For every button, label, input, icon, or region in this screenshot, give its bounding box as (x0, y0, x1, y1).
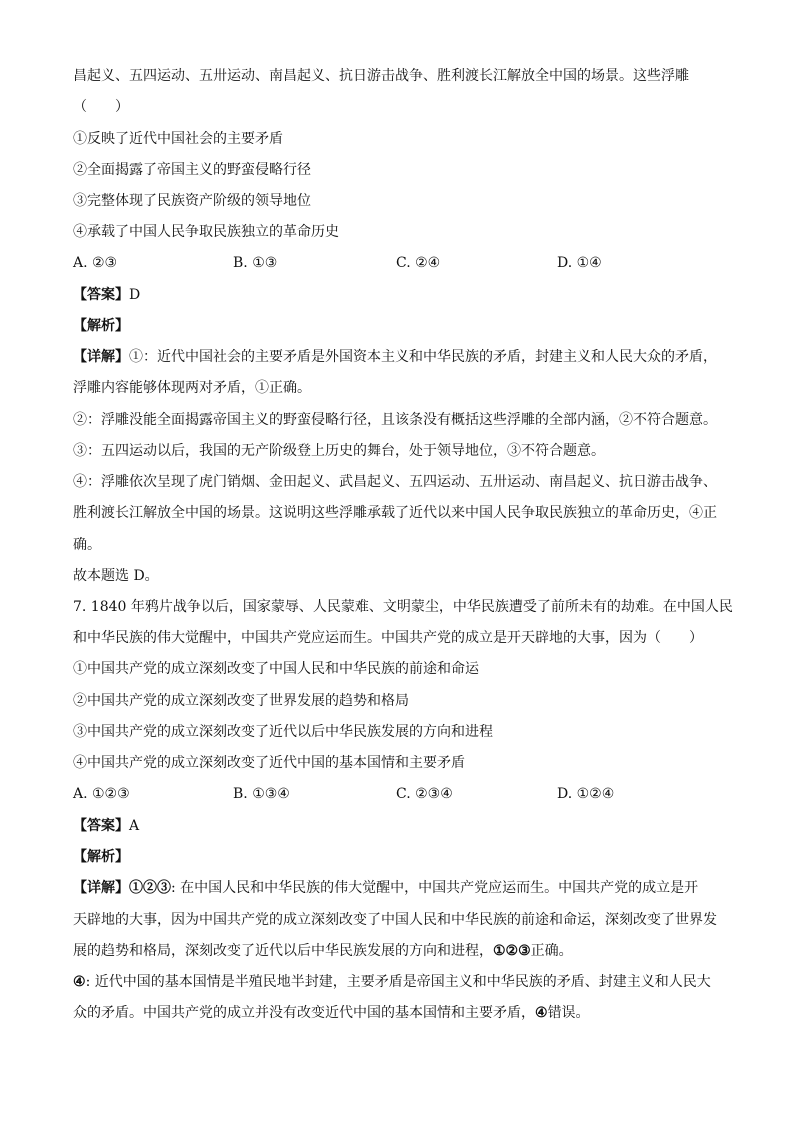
q6-analysis-tag (73, 316, 723, 336)
q7-analysis-tag (73, 847, 723, 867)
q6-statement-2: ②全面揭露了帝国主义的野蛮侵略行径 (73, 162, 311, 178)
q6-option-c: C. ②④ (396, 255, 441, 271)
q7-detail-1-text-2: 天辟地的大事，因为中国共产党的成立深刻改变了中国人民和中华民族的前途和命运，深刻改变了世界发 (73, 912, 717, 928)
q7-option-d: D. ①②④ (557, 786, 615, 802)
q7-statement-4: ④中国共产党的成立深刻改变了近代中国的基本国情和主要矛盾 (73, 755, 465, 771)
q6-statement-3: ③完整体现了民族资产阶级的领导地位 (73, 193, 311, 209)
q7-option-c: C. ②③④ (396, 786, 453, 802)
q7-analysis-label: 【解析】 (73, 849, 129, 865)
q7-answer-tag: 【答案】 (73, 818, 129, 834)
q7-stem-line-2: 和中华民族的伟大觉醒中，中国共产党应运而生。中国共产党的成立是开天辟地的大事，因为（ ） (73, 630, 703, 646)
q6-detail-1-text-1: ①：近代中国社会的主要矛盾是外国资本主义和中华民族的矛盾，封建主义和人民大众的矛盾， (129, 349, 717, 365)
q6-stem-line-2: （ ） (73, 99, 129, 115)
q6-detail-tag: 【详解】 (73, 349, 129, 365)
q6-answer-tag: 【答案】 (73, 287, 129, 303)
q6-detail-1-text-2: 浮雕内容能够体现两对矛盾，①正确。 (73, 380, 311, 396)
q7-answer-line (73, 816, 723, 836)
q6-option-b: B. ①③ (233, 255, 278, 271)
q6-stem-line-1: 昌起义、五四运动、五卅运动、南昌起义、抗日游击战争、胜利渡长江解放全中国的场景。这些浮雕 (73, 68, 689, 84)
q6-answer-line (73, 285, 723, 305)
q6-statement-1: ①反映了近代中国社会的主要矛盾 (73, 131, 283, 147)
q6-statement-4: ④承载了中国人民争取民族独立的革命历史 (73, 224, 339, 240)
q6-answer-value: D (129, 287, 141, 303)
q6-analysis-label: 【解析】 (73, 318, 129, 334)
q6-option-a: A. ②③ (73, 255, 118, 271)
q7-stem-line-1: 7. 1840 年鸦片战争以后，国家蒙辱、人民蒙难、文明蒙尘，中华民族遭受了前所未有的劫难。在中国人民 (73, 599, 733, 615)
q6-detail-4-line-3: 确。 (73, 537, 101, 553)
q7-answer-value: A (129, 818, 140, 834)
q7-detail-line-1 (73, 878, 723, 898)
q6-detail-4-line-1: ④：浮雕依次呈现了虎门销烟、金田起义、武昌起义、五四运动、五卅运动、南昌起义、抗日游击战争、 (73, 474, 717, 490)
q6-detail-line-1 (73, 347, 723, 367)
q7-detail-1-key-2: ①②③ (493, 943, 531, 959)
q7-statement-1: ①中国共产党的成立深刻改变了中国人民和中华民族的前途和命运 (73, 661, 479, 677)
q6-detail-3: ③：五四运动以后，我国的无产阶级登上历史的舞台，处于领导地位，③不符合题意。 (73, 443, 605, 459)
q7-statement-2: ②中国共产党的成立深刻改变了世界发展的趋势和格局 (73, 693, 409, 709)
q7-detail-1-line-3 (73, 941, 723, 961)
q7-detail-4-text-1: : 近代中国的基本国情是半殖民地半封建，主要矛盾是帝国主义和中华民族的矛盾、封建主义和人民大 (85, 974, 711, 990)
q7-detail-4-key: ④ (73, 974, 86, 990)
q7-detail-4-line-1 (73, 972, 723, 992)
q7-detail-4-text-2a: 众的矛盾。中国共产党的成立并没有改变近代中国的基本国情和主要矛盾， (73, 1005, 535, 1021)
q6-detail-4-line-2: 胜利渡长江解放全中国的场景。这说明这些浮雕承载了近代以来中国人民争取民族独立的革命历史，④正 (73, 505, 717, 521)
q7-detail-4-text-2b: 错误。 (547, 1005, 590, 1021)
q7-statement-3: ③中国共产党的成立深刻改变了近代以后中华民族发展的方向和进程 (73, 724, 493, 740)
q7-detail-4-key-2: ④ (535, 1005, 548, 1021)
q7-detail-4-line-2 (73, 1003, 723, 1023)
q6-detail-2: ②：浮雕没能全面揭露帝国主义的野蛮侵略行径，且该条没有概括这些浮雕的全部内涵，②不符合题意。 (73, 412, 717, 428)
q6-option-d: D. ①④ (557, 255, 602, 271)
q6-conclusion: 故本题选 D。 (73, 568, 159, 584)
q7-detail-1-text-3b: 正确。 (530, 943, 573, 959)
q7-detail-1-key: ①②③ (129, 880, 171, 896)
q7-detail-tag: 【详解】 (73, 880, 129, 896)
q7-detail-1-text-1: : 在中国人民和中华民族的伟大觉醒中，中国共产党应运而生。中国共产党的成立是开 (171, 880, 699, 896)
q7-detail-1-text-3a: 展的趋势和格局，深刻改变了近代以后中华民族发展的方向和进程， (73, 943, 493, 959)
q7-option-a: A. ①②③ (73, 786, 130, 802)
q7-option-b: B. ①③④ (233, 786, 290, 802)
